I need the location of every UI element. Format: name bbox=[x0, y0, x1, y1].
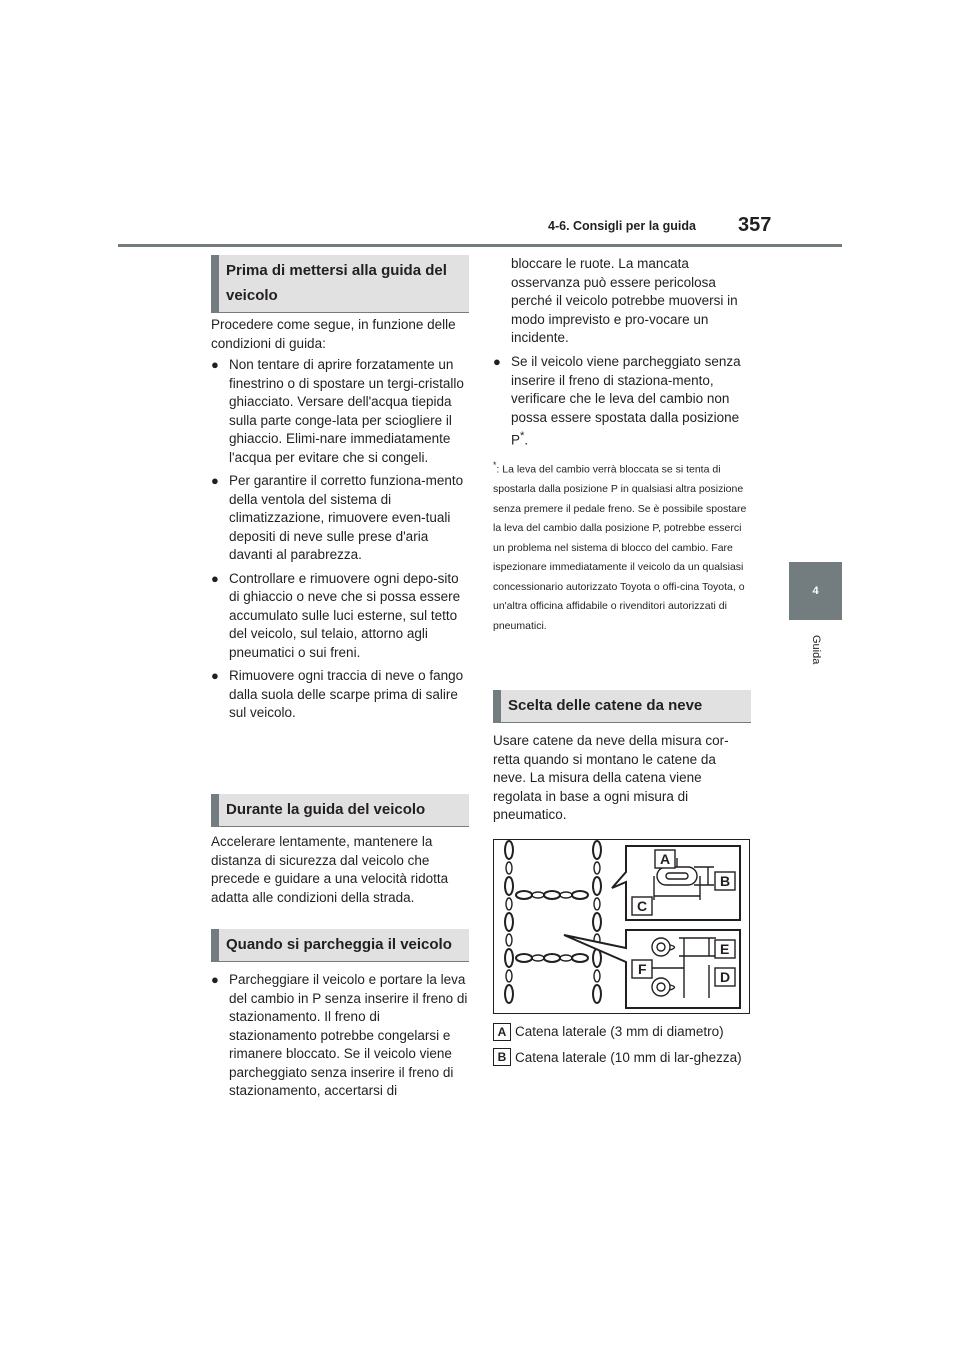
snow-chains-paragraph: Usare catene da neve della misura cor-retta quando si montano le catene da neve. La misura della catena viene regolata in base a ogni misura di pneumatico. bbox=[493, 733, 729, 822]
bullet-icon: ● bbox=[211, 570, 219, 586]
legend-item: A Catena laterale (3 mm di diametro) bbox=[493, 1023, 751, 1042]
chapter-label-text: Guida bbox=[810, 635, 822, 665]
legend-item: B Catena laterale (10 mm di lar-ghezza) bbox=[493, 1048, 751, 1068]
figure-label-e bbox=[715, 940, 735, 958]
lower-cross-chain bbox=[516, 954, 588, 962]
section-heading-before-driving: Prima di mettersi alla guida del veicolo bbox=[211, 255, 469, 312]
footnote-mark: * bbox=[493, 460, 497, 470]
footnote bbox=[493, 456, 751, 636]
intro-paragraph: Procedere come segue, in funzione delle condizioni di guida: bbox=[211, 317, 456, 351]
legend-key: A bbox=[493, 1023, 511, 1041]
footnote-text: : La leva del cambio verrà bloccata se si tenta di spostarla dalla posizione P in qualsiasi altra posizione senza premere il pedale freno. Se è possibile spostare la leva del cambio dalla posizione P, potrebbe esserci un problema nel sistema di blocco del cambio. Fare ispezionare immediatamente il veicolo da un qualsiasi concessionario autorizzato Toyota o offi-cina Toyota, o un'altra officina affidabile o rivenditori autorizzati di pneumatici. bbox=[493, 463, 747, 632]
while-driving-paragraph: Accelerare lentamente, mantenere la distanza di sicurezza dal veicolo che precede e guidare a una velocità ridotta adatta alle condizioni della strada. bbox=[211, 834, 449, 905]
section-heading-snow-chains: Scelta delle catene da neve bbox=[493, 690, 751, 722]
bullet-icon: ● bbox=[211, 668, 219, 683]
bullet-icon: ● bbox=[211, 473, 219, 488]
figure-label-c bbox=[632, 897, 652, 915]
bullet-icon: ● bbox=[493, 354, 501, 369]
right-vertical-chain bbox=[593, 841, 601, 1003]
svg-text:B: B bbox=[720, 873, 731, 889]
svg-text:A: A bbox=[660, 851, 671, 867]
svg-text:D: D bbox=[720, 969, 731, 985]
list-item: ● Rimuovere ogni traccia di neve o fango dalla suola delle scarpe prima di salire sul veicolo. bbox=[211, 668, 464, 720]
list-item: ● Non tentare di aprire forzatamente un finestrino o di spostare un tergi-cristallo ghiacciato. Versare dell'acqua tiepida sulla parte conge-lata per sciogliere il ghiaccio. Elimi-nare immediatamente l'acqua per evitare che si congeli. bbox=[211, 357, 464, 465]
figure-legend bbox=[493, 1023, 751, 1068]
section-heading-parking: Quando si parcheggia il veicolo bbox=[211, 929, 469, 961]
bullet-icon: ● bbox=[211, 357, 219, 372]
figure-label-a bbox=[655, 850, 675, 868]
header-rule bbox=[118, 244, 842, 247]
svg-text:E: E bbox=[720, 941, 730, 957]
svg-text:F: F bbox=[638, 961, 647, 977]
left-vertical-chain bbox=[505, 841, 513, 1003]
header-section-title: 4-6. Consigli per la guida bbox=[548, 219, 696, 233]
chapter-label bbox=[790, 628, 842, 672]
legend-key: B bbox=[493, 1048, 511, 1066]
list-item: ● Se il veicolo viene parcheggiato senza inserire il freno di staziona-mento, verificare che le leva del cambio non possa essere spostata dalla posizione P*. bbox=[493, 354, 741, 448]
page-number: 357 bbox=[738, 214, 772, 236]
parking-list-2 bbox=[493, 353, 751, 450]
bullet-icon: ● bbox=[211, 972, 219, 987]
svg-text:C: C bbox=[637, 898, 648, 914]
list-item: ● Controllare e rimuovere ogni depo-sito di ghiaccio o neve che si possa essere accumulato sulle luci esterne, sul tetto del veicolo, sul telaio, attorno agli pneumatici o sui freni. bbox=[211, 570, 461, 660]
figure-label-d bbox=[715, 968, 735, 986]
list-item: ● Parcheggiare il veicolo e portare la leva del cambio in P senza inserire il freno di stazionamento. Il freno di stazionamento potrebbe congelarsi e rimanere bloccato. Se il veicolo viene parcheggiato senza inserire il freno di stazionamento, accertarsi di bbox=[211, 972, 468, 1098]
figure-label-f bbox=[632, 960, 652, 978]
before-driving-list bbox=[211, 356, 469, 723]
upper-cross-chain bbox=[516, 891, 588, 899]
continuation-paragraph: bloccare le ruote. La mancata osservanza può essere pericolosa perché il veicolo potrebbe muoversi in modo imprevisto e pro-vocare un incidente. bbox=[511, 256, 738, 345]
list-item: ● Per garantire il corretto funziona-mento della ventola del sistema di climatizzazione, rimuovere even-tuali depositi di neve sulle prese d'aria davanti al parabrezza. bbox=[211, 473, 464, 562]
snow-chain-illustration bbox=[494, 840, 749, 1013]
section-heading-while-driving: Durante la guida del veicolo bbox=[211, 794, 469, 826]
figure-label-b bbox=[715, 872, 735, 890]
snow-chain-figure bbox=[493, 839, 750, 1014]
parking-list bbox=[211, 971, 469, 1101]
chapter-tab[interactable]: 4 bbox=[789, 562, 842, 620]
